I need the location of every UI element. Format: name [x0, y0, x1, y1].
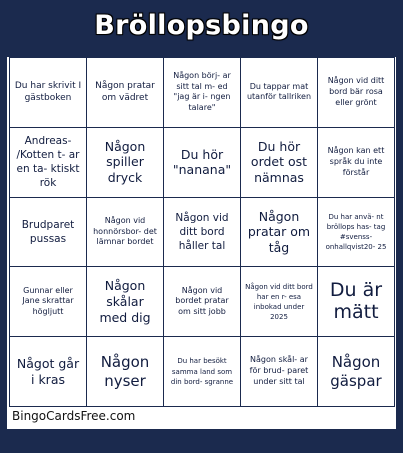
bingo-cell-r1c1[interactable]: Du har skrivit I gästboken: [10, 58, 87, 128]
bingo-card: [7, 57, 396, 429]
bingo-cell-r3c1[interactable]: Brudparet pussas: [10, 198, 87, 268]
bingo-cell-r2c3[interactable]: Du hör "nanana": [164, 128, 241, 198]
bingo-cell-r5c1[interactable]: Något går i kras: [10, 337, 87, 407]
bingo-cell-r1c3[interactable]: Någon börj- ar sitt tal m- ed "jag är i- ngen talare": [164, 58, 241, 128]
bingo-cell-r5c4[interactable]: Någon skål- ar för brud- paret under sitt tal: [241, 337, 318, 407]
bingo-cell-r4c3[interactable]: Någon vid bordet pratar om sitt jobb: [164, 267, 241, 337]
bingo-cell-r4c5[interactable]: Du är mätt: [318, 267, 395, 337]
bingo-cell-r3c2[interactable]: Någon vid honnörsbor- det lämnar bordet: [87, 198, 164, 268]
bingo-cell-r1c5[interactable]: Någon vid ditt bord bär rosa eller grönt: [318, 58, 395, 128]
bingo-cell-r2c5[interactable]: Någon kan ett språk du inte förstår: [318, 128, 395, 198]
bingo-cell-r4c4[interactable]: Någon vid ditt bord har en r- esa inbokad under 2025: [241, 267, 318, 337]
bingo-cell-r5c5[interactable]: Någon gäspar: [318, 337, 395, 407]
bingo-cell-r5c3[interactable]: Du har besökt samma land som din bord- sgranne: [164, 337, 241, 407]
bingo-cell-r1c2[interactable]: Någon pratar om vädret: [87, 58, 164, 128]
bingo-cell-r3c3[interactable]: Någon vid ditt bord håller tal: [164, 198, 241, 268]
footer-credit: BingoCardsFree.com: [12, 409, 136, 423]
bingo-grid: [9, 57, 395, 407]
bingo-cell-r5c2[interactable]: Någon nyser: [87, 337, 164, 407]
bingo-cell-r2c2[interactable]: Någon spiller dryck: [87, 128, 164, 198]
bingo-cell-r3c5[interactable]: Du har anvä- nt bröllops has- tag #svenss- onhallqvist20- 25: [318, 198, 395, 268]
card-title: Bröllopsbingo: [94, 10, 309, 41]
bingo-cell-r2c1[interactable]: Andreas- /Kotten t- ar en ta- ktiskt rök: [10, 128, 87, 198]
bingo-cell-r3c4[interactable]: Någon pratar om tåg: [241, 198, 318, 268]
bingo-cell-r2c4[interactable]: Du hör ordet ost nämnas: [241, 128, 318, 198]
bingo-cell-r4c2[interactable]: Någon skålar med dig: [87, 267, 164, 337]
bingo-cell-r1c4[interactable]: Du tappar mat utanför tallriken: [241, 58, 318, 128]
bingo-cell-r4c1[interactable]: Gunnar eller Jane skrattar högljutt: [10, 267, 87, 337]
